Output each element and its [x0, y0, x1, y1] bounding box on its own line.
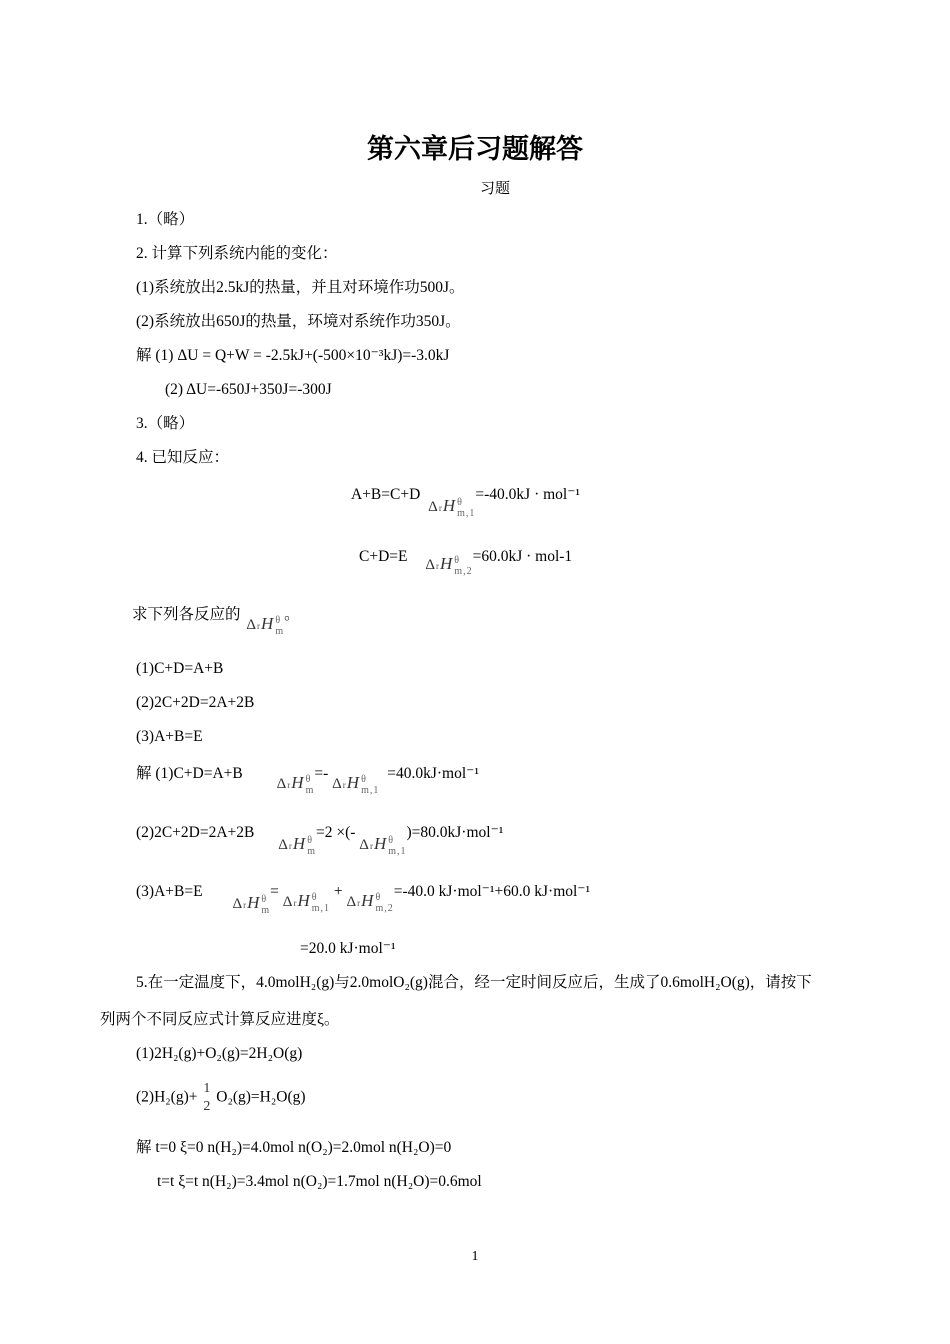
solution-4-3-result: =20.0 kJ·mol⁻¹ [300, 940, 396, 957]
given-reaction-2 [359, 546, 573, 577]
solution-4-3: (3)A+B=E ΔrH θ m = ΔrH θ m,1 + ΔrH θ m,2 =-40.0 kJ·mol⁻¹+60.0 kJ·mol⁻¹ [136, 883, 591, 916]
enthalpy-symbol: ΔrH θ m,1 [428, 496, 476, 519]
enthalpy-symbol: ΔrH θ m,1 [359, 834, 407, 857]
reaction-equation: A+B=C+D [351, 486, 421, 503]
reaction-equation: C+D=E [359, 548, 408, 565]
enthalpy-symbol: ΔrH θ m [232, 893, 271, 916]
enthalpy-value: =-40.0kJ · mol⁻¹ [475, 486, 581, 503]
solution-2-part-2: (2) ΔU=-650J+350J=-300J [165, 381, 332, 398]
enthalpy-symbol: ΔrH θ m,2 [425, 554, 473, 577]
problem-1: 1.（略） [136, 211, 195, 228]
given-reaction-1 [351, 484, 581, 519]
fraction-one-half: 1 2 [203, 1081, 211, 1114]
problem-4: 4. 已知反应： [136, 449, 230, 466]
enthalpy-value: =60.0kJ · mol-1 [472, 548, 573, 565]
enthalpy-symbol: ΔrH θ m,2 [346, 891, 394, 914]
question-ask: 求下列各反应的 ΔrH θ m 。 [132, 606, 300, 637]
problem-5-line-2: 列两个不同反应式计算反应进度ξ。 [100, 1011, 340, 1028]
solution-5-time-t: t=t ξ=t n(H₂)=3.4mol n(O₂)=1.7mol n(H₂O)=0.6mol [157, 1173, 482, 1190]
page-number: 1 [471, 1249, 479, 1264]
problem-3: 3.（略） [136, 415, 195, 432]
enthalpy-symbol: ΔrH θ m,1 [282, 891, 330, 914]
solution-2-part-1: 解 (1) ΔU = Q+W = -2.5kJ+(-500×10⁻³kJ)=-3.0kJ [136, 347, 450, 364]
enthalpy-symbol: ΔrH θ m [276, 773, 315, 796]
problem-2: 2. 计算下列系统内能的变化： [136, 245, 338, 262]
enthalpy-symbol: ΔrH θ m [278, 834, 316, 857]
question-1: (1)C+D=A+B [136, 660, 224, 677]
enthalpy-symbol: ΔrH θ m [246, 614, 285, 637]
solution-5-initial: 解 t=0 ξ=0 n(H₂)=4.0mol n(O₂)=2.0mol n(H₂O)=0 [136, 1139, 452, 1156]
solution-4-2: (2)2C+2D=2A+2B ΔrH θ m =2 ×(- ΔrH θ m,1 )=80.0kJ·mol⁻¹ [136, 824, 504, 857]
page-title: 第六章后习题解答 [367, 134, 583, 165]
enthalpy-symbol: ΔrH θ m,1 [332, 773, 380, 796]
problem-5-reaction-1: (1)2H₂(g)+O₂(g)=2H₂O(g) [136, 1045, 303, 1062]
problem-5-line-1: 5.在一定温度下，4.0molH₂(g)与2.0molO₂(g)混合，经一定时间反应后，生成了0.6molH₂O(g)，请按下 [136, 974, 812, 991]
problem-2-part-2: (2)系统放出650J的热量，环境对系统作功350J。 [136, 313, 461, 330]
question-3: (3)A+B=E [136, 728, 203, 745]
solution-4-1: 解 (1)C+D=A+B ΔrH θ m =- ΔrH θ m,1 =40.0kJ·mol⁻¹ [136, 765, 479, 796]
section-subtitle: 习题 [479, 179, 510, 197]
problem-5-reaction-2: (2)H₂(g)+ 1 2 O₂(g)=H₂O(g) [136, 1081, 306, 1114]
question-2: (2)2C+2D=2A+2B [136, 694, 255, 711]
problem-2-part-1: (1)系统放出2.5kJ的热量，并且对环境作功500J。 [136, 279, 465, 296]
